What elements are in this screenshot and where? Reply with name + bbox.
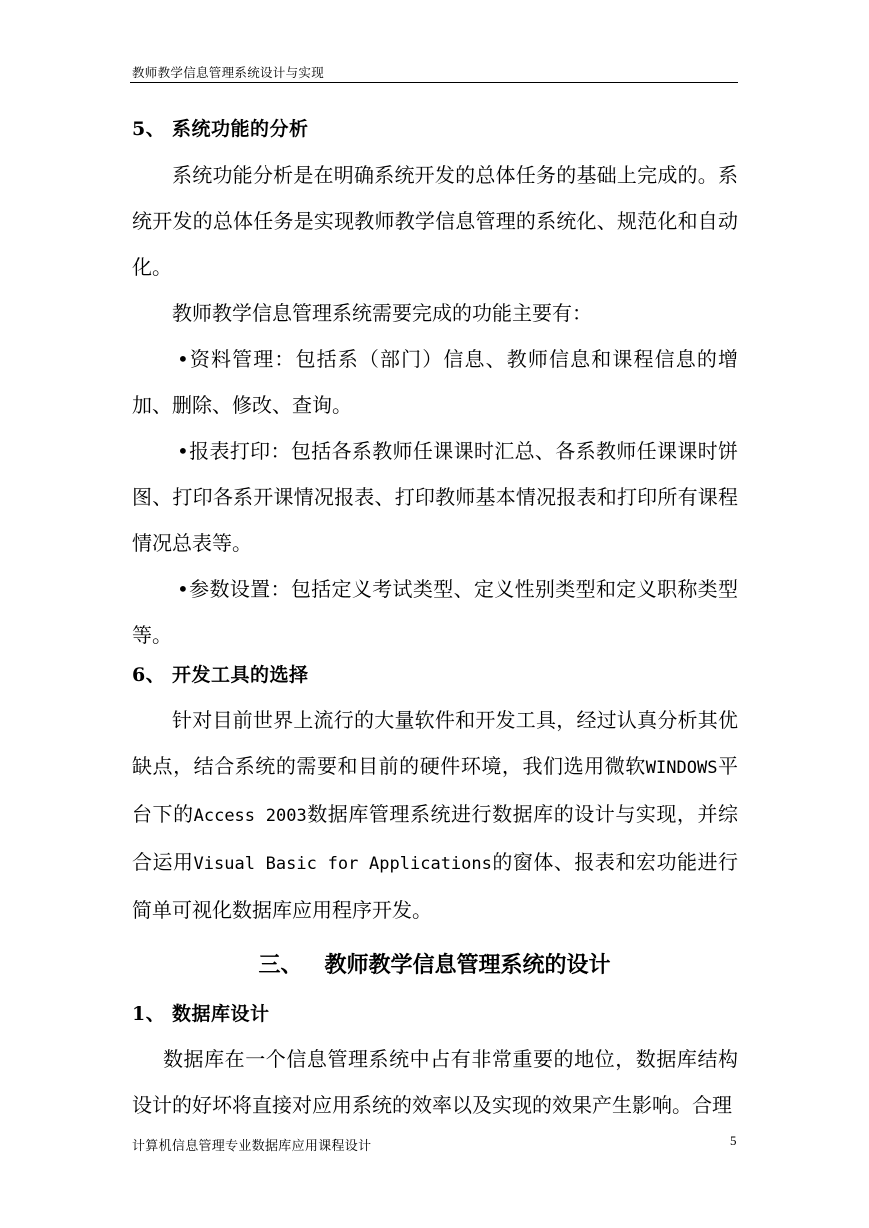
chapter-3-title: 教师教学信息管理系统的设计 [324,952,611,978]
section-6-number: 6、 [132,664,166,686]
bullet-report-printing: •报表打印：包括各系教师任课课时汇总、各系教师任课课时饼图、打印各系开课情况报表、打印教师基本情况报表和打印所有课程情况总表等。 [132,439,738,555]
section-5-paragraph-1: 系统功能分析是在明确系统开发的总体任务的基础上完成的。系统开发的总体任务是实现教师教学信息管理的系统化、规范化和自动化。 [132,163,738,279]
section-5-heading [132,106,738,152]
header-rule [130,82,738,83]
running-header: 教师教学信息管理系统设计与实现 [132,65,325,80]
section-1-paragraph-1: 数据库在一个信息管理系统中占有非常重要的地位，数据库结构设计的好坏将直接对应用系统的效率以及实现的效果产生影响。合理 [132,1047,738,1117]
page-number: 5 [730,1133,737,1148]
bullet-data-management: •资料管理：包括系（部门）信息、教师信息和课程信息的增加、删除、修改、查询。 [132,347,738,417]
section-6-text-vba: Visual Basic for Applications [193,854,492,874]
running-footer: 计算机信息管理专业数据库应用课程设计 [132,1139,372,1154]
section-5-paragraph-2: 教师教学信息管理系统需要完成的功能主要有： [172,301,592,325]
section-6-heading [132,652,738,698]
section-6-text-access: Access 2003 [193,806,307,826]
section-1-title: 数据库设计 [172,1003,270,1025]
section-6-text-g: 的窗体、报表和宏功能进行简单可视化数据库应用程序开发。 [132,850,738,922]
section-6-paragraph-1 [132,697,738,933]
chapter-3-number: 三、 [258,952,303,978]
bullet-parameter-settings: •参数设置：包括定义考试类型、定义性别类型和定义职称类型等。 [132,577,738,647]
chapter-3-heading [0,945,869,985]
section-6-text-a: 针对目前世界上流行的大量软件和开发工具，经过认真分析其优缺点，结合系统的需要和目前的硬件环境，我们选用微软 [132,708,738,778]
section-5-number: 5、 [132,118,166,140]
section-6-text-c: 平台下的 [132,754,739,826]
section-1-number: 1、 [132,1003,166,1025]
section-5-title: 系统功能的分析 [172,118,309,140]
section-6-title: 开发工具的选择 [172,664,309,686]
section-1-heading [132,991,738,1037]
section-6-text-windows: WINDOWS [645,758,718,778]
section-6-text-e: 数据库管理系统进行数据库的设计与实现，并综合运用 [132,802,738,874]
